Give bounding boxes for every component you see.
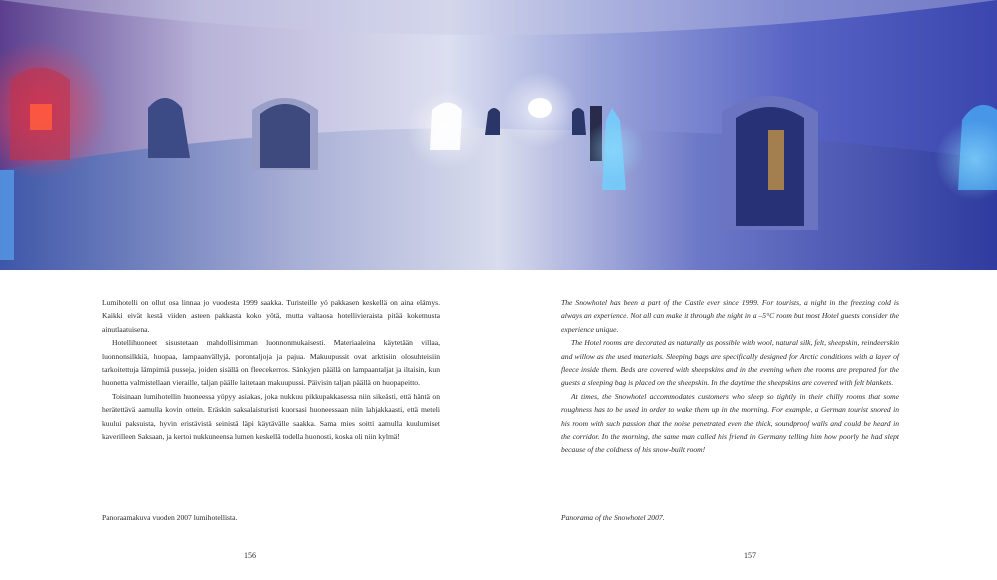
left-paragraph-1: Lumihotelli on ollut osa linnaa jo vuodesta 1999 saakka. Turisteille yö pakkasen keskellä on aina elämys. Kaikki eivät kestä viiden asteen pakkasta koko yötä, mutta valtaosa hotellivieraista pitää kokemusta ainutlaatuisena. bbox=[102, 298, 440, 334]
right-page-body-text bbox=[561, 296, 899, 457]
right-paragraph-3: At times, the Snowhotel accommodates customers who sleep so tightly in their chilly rooms that some roughness has to be used in order to wake them up in the morning. For example, a German tourist snored in his room with such passion that the noise penetrated even the thick, soundproof walls and could be heard in the corridor. In the morning, the same man called his friend in Germany telling him how poorly he had slept because of the coldness of his snow-built room! bbox=[561, 391, 899, 455]
left-paragraph-3: Toisinaan lumihotellin huoneessa yöpyy asiakas, joka nukkuu pikkupakkasessa niin sikeästi, että häntä on herätettävä aamulla kovin ottein. Eräskin saksalaisturisti kuorsasi huoneessaan niin lahjakkaasti, että meteli kuului paksuista, hyvin eristävistä seinistä läpi käytävälle saakka. Sama mies soitti aamulla kuulumiset kaverilleen Saksaan, ja kertoi nukkuneensa lumen keskellä todella huonosti, koska oli niin kylmä! bbox=[102, 391, 440, 442]
left-photo-caption: Panoraamakuva vuoden 2007 lumihotellista. bbox=[102, 513, 238, 522]
right-photo-caption: Panorama of the Snowhotel 2007. bbox=[561, 513, 665, 522]
snowhotel-panorama-photo bbox=[0, 0, 997, 270]
right-page-number: 157 bbox=[744, 551, 756, 560]
right-paragraph-2: The Hotel rooms are decorated as naturally as possible with wool, natural silk, felt, sheepskin, reindeerskin and willow as the used materials. Sleeping bags are specifically designed for Arctic conditions with a layer of fleece inside them. Beds are covered with sheepskins and in the evening when the rooms are prepared for the guests a sleeping bag is placed on the sheepskin. In the daytime the sheepskins are covered with felt blankets. bbox=[561, 338, 899, 388]
right-paragraph-1: The Snowhotel has been a part of the Castle ever since 1999. For tourists, a night in the freezing cold is always an experience. Not all can make it through the night in a –5°C room but most Hotel guests consider the experience unique. bbox=[561, 298, 899, 334]
left-page-body-text bbox=[102, 296, 440, 443]
left-paragraph-2: Hotellihuoneet sisustetaan mahdollisimman luonnonmukaisesti. Materiaaleina käytetään villaa, luonnonsilkkiä, huopaa, lampaanvällyjä, porontaljoja ja pajua. Makuupussit ovat arktisiin olosuhteisiin tarkoitettuja lämpimiä pusseja, joiden sisällä on fleecekerros. Sänkyjen päällä on lampaantaljat ja iltaisin, kun huonetta valmistellaan vieraille, taljan päälle laitetaan makuupussi. Päivisin taljan päällä on huopapeitto. bbox=[102, 338, 440, 388]
left-page-number: 156 bbox=[244, 551, 256, 560]
